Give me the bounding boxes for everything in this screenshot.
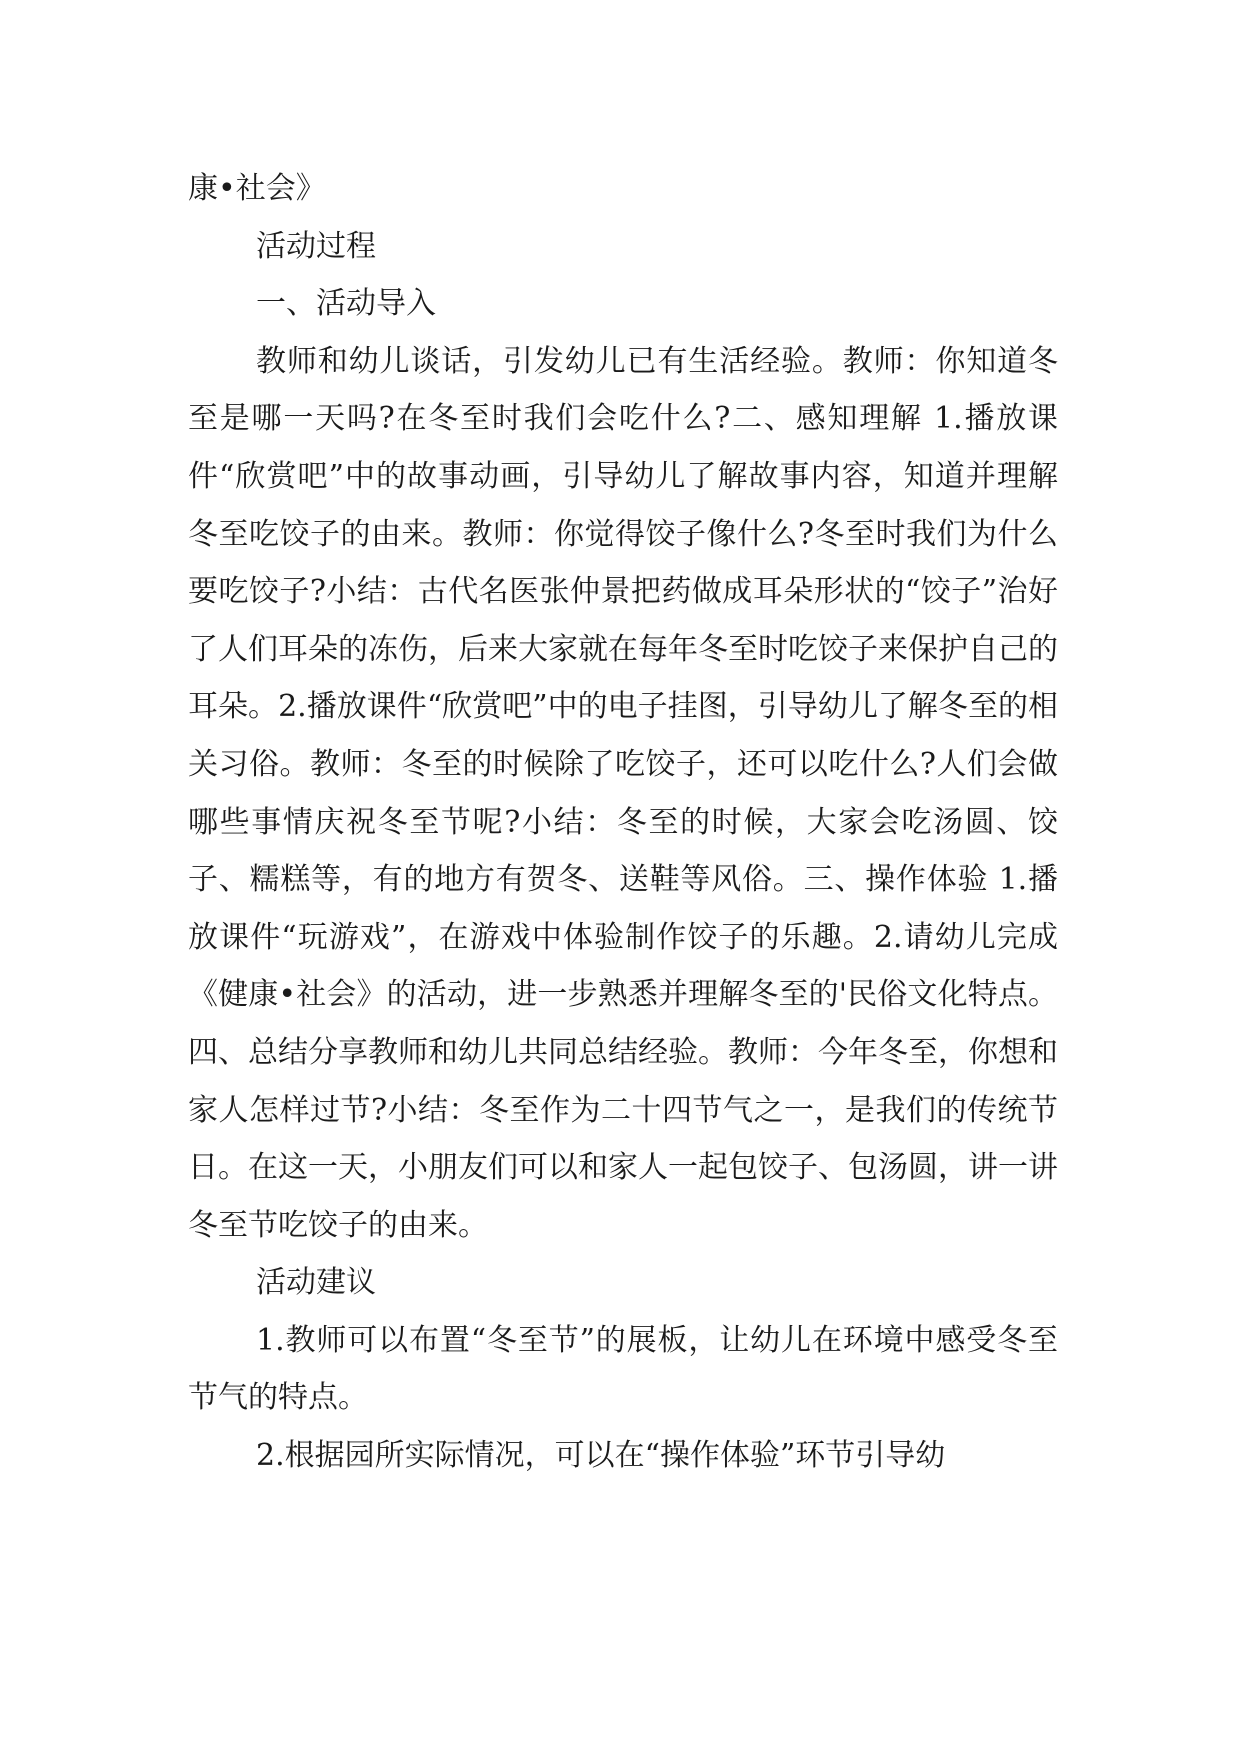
heading-activity-suggestions: 活动建议 xyxy=(256,1265,376,1301)
heading-activity-intro: 一、活动导入 xyxy=(256,286,436,322)
heading-activity-process: 活动过程 xyxy=(256,228,376,264)
paragraph-continuation: 康•社会》 xyxy=(188,171,326,206)
paragraph-main-body: 教师和幼儿谈话，引发幼儿已有生活经验。教师：你知道冬至是哪一天吗?在冬至时我们会吃什么?二、感知理解 1.播放课件“欣赏吧”中的故事动画，引导幼儿了解故事内容，知道并理解冬至吃饺子的由来。教师：你觉得饺子像什么?冬至时我们为什么要吃饺子?小结：古代名医张仲景把药做成耳朵形状的“饺子”治好了人们耳朵的冻伤，后来大家就在每年冬至时吃饺子来保护自己的耳朵。2.播放课件“欣赏吧”中的电子挂图，引导幼儿了解冬至的相关习俗。教师：冬至的时候除了吃饺子，还可以吃什么?人们会做哪些事情庆祝冬至节呢?小结：冬至的时候，大家会吃汤圆、饺子、糯糕等，有的地方有贺冬、送鞋等风俗。三、操作体验 1.播放课件“玩游戏”，在游戏中体验制作饺子的乐趣。2.请幼儿完成《健康•社会》的活动，进一步熟悉并理解冬至的'民俗文化特点。四、总结分享教师和幼儿共同总结经验。教师：今年冬至，你想和家人怎样过节?小结：冬至作为二十四节气之一，是我们的传统节日。在这一天，小朋友们可以和家人一起包饺子、包汤圆，讲一讲冬至节吃饺子的由来。 xyxy=(188,343,1058,1243)
paragraph-suggestion-2: 2.根据园所实际情况，可以在“操作体验”环节引导幼 xyxy=(256,1438,946,1474)
paragraph-suggestion-1: 1.教师可以布置“冬至节”的展板，让幼儿在环境中感受冬至节气的特点。 xyxy=(188,1322,1058,1416)
document-body xyxy=(188,160,1058,1485)
